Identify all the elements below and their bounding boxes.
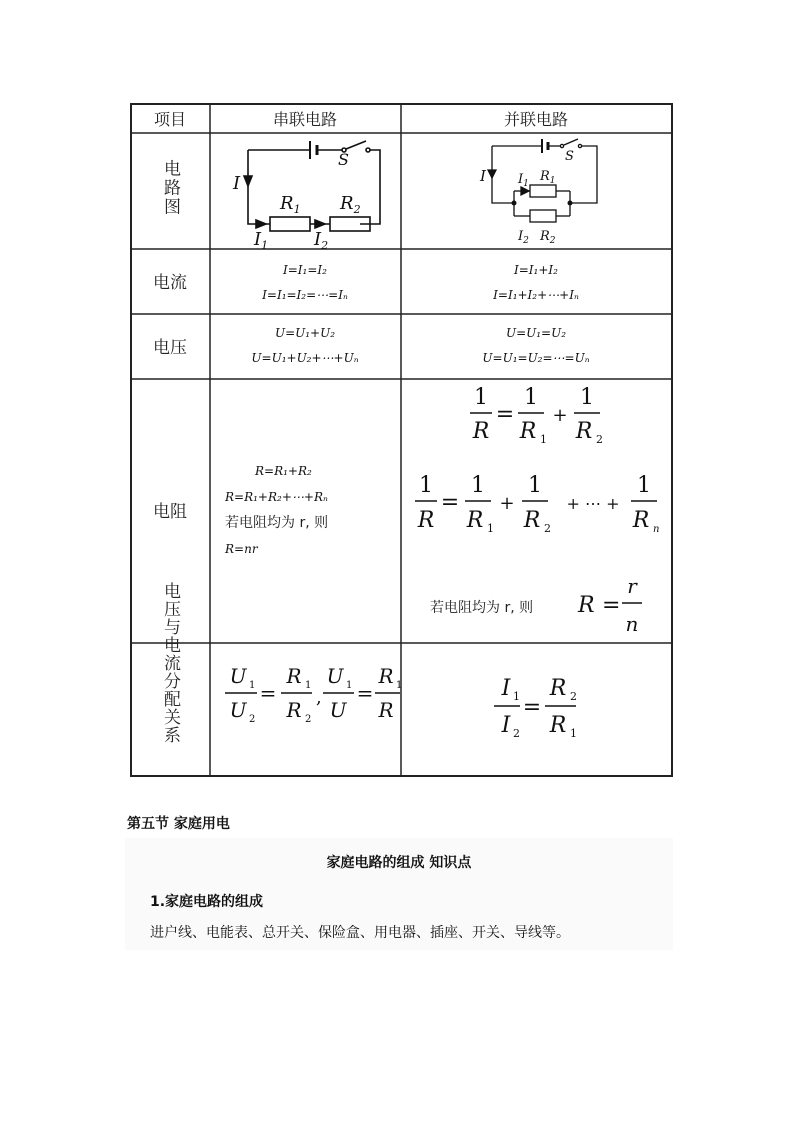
svg-text:1: 1 xyxy=(346,680,353,691)
svg-text:R: R xyxy=(472,419,490,444)
series-distribution-formula xyxy=(225,664,402,725)
svg-text:=: = xyxy=(440,490,460,515)
comparison-table xyxy=(130,103,673,777)
series-resistance-formula-2: R=R₁+R₂+⋯+Rₙ xyxy=(225,490,328,504)
svg-text:r: r xyxy=(627,574,637,598)
svg-text:2: 2 xyxy=(305,714,312,725)
row-label-voltage: 电压 xyxy=(153,338,187,358)
svg-text:1: 1 xyxy=(540,433,547,446)
svg-text:2: 2 xyxy=(544,522,551,535)
svg-text:1: 1 xyxy=(524,385,538,410)
svg-text:R: R xyxy=(286,664,302,688)
series-current-formula-2: I=I₁=I₂=⋯=Iₙ xyxy=(262,288,348,302)
svg-text:=: = xyxy=(356,681,374,705)
svg-text:R: R xyxy=(378,664,394,688)
svg-text:=: = xyxy=(495,402,515,427)
svg-text:+: + xyxy=(552,405,568,426)
series-resistance-note: 若电阻均为 r, 则 xyxy=(225,515,329,531)
parallel-current-label: I xyxy=(480,167,486,185)
series-voltage-formula-2: U=U₁+U₂+⋯+Uₙ xyxy=(251,351,359,365)
series-i2-label: $I_2$ xyxy=(314,229,329,252)
header-item: 项目 xyxy=(153,110,187,129)
parallel-resistance-formula-1 xyxy=(470,385,603,446)
svg-text:R: R xyxy=(575,419,593,444)
svg-text:R: R xyxy=(549,713,567,738)
svg-text:=: = xyxy=(602,593,621,618)
parallel-voltage-formula-2: U=U₁=U₂=⋯=Uₙ xyxy=(482,351,590,365)
svg-text:1: 1 xyxy=(528,473,542,498)
svg-text:2: 2 xyxy=(513,727,520,740)
series-r2-label: $R_2$ xyxy=(340,193,361,216)
svg-text:R: R xyxy=(578,593,595,618)
svg-text:=: = xyxy=(522,695,542,720)
svg-text:1: 1 xyxy=(487,522,494,535)
svg-text:2: 2 xyxy=(570,690,577,703)
series-current-label: I xyxy=(233,173,241,194)
series-switch-label: S xyxy=(338,150,349,169)
svg-text:R: R xyxy=(417,508,435,533)
svg-text:1: 1 xyxy=(513,690,520,703)
svg-text:U: U xyxy=(326,664,344,688)
svg-text:n: n xyxy=(625,612,639,636)
svg-text:R: R xyxy=(549,676,567,701)
parallel-i2-label: $I_2$ xyxy=(518,229,529,246)
panel-title: 家庭电路的组成 知识点 xyxy=(326,855,472,871)
svg-text:I: I xyxy=(501,676,511,701)
svg-text:1: 1 xyxy=(419,473,433,498)
svg-text:=: = xyxy=(259,681,277,705)
series-i1-label: $I_1$ xyxy=(254,229,269,252)
series-r1-label: $R_1$ xyxy=(280,193,301,216)
row-label-distribution: 电压与电流分配关系 xyxy=(160,582,180,744)
parallel-switch-label: S xyxy=(565,149,574,164)
svg-text:I: I xyxy=(501,713,511,738)
svg-text:1: 1 xyxy=(580,385,594,410)
parallel-r1-label: $R_1$ xyxy=(540,169,556,186)
series-resistance-formula-1: R=R₁+R₂ xyxy=(255,464,312,478)
parallel-current-formula-1: I=I₁+I₂ xyxy=(514,263,558,277)
svg-text:R: R xyxy=(466,508,484,533)
series-circuit-diagram xyxy=(244,141,380,231)
parallel-voltage-formula-1: U=U₁=U₂ xyxy=(505,326,567,340)
svg-text:2: 2 xyxy=(596,433,603,446)
svg-text:1: 1 xyxy=(305,680,312,691)
header-series: 串联电路 xyxy=(272,110,338,129)
svg-text:+ ⋯ +: + ⋯ + xyxy=(566,494,620,513)
svg-text:1: 1 xyxy=(637,473,651,498)
svg-text:+: + xyxy=(499,493,515,514)
header-parallel: 并联电路 xyxy=(503,110,569,129)
svg-text:R: R xyxy=(632,508,650,533)
svg-text:1: 1 xyxy=(570,727,577,740)
series-voltage-formula-1: U=U₁+U₂ xyxy=(274,326,336,340)
parallel-r2-label: $R_2$ xyxy=(540,229,556,246)
series-current-formula-1: I=I₁=I₂ xyxy=(283,263,327,277)
parallel-resistance-note: 若电阻均为 r, 则 xyxy=(430,600,534,616)
item-title: 1.家庭电路的组成 xyxy=(150,894,264,910)
svg-text:U: U xyxy=(329,698,347,722)
svg-text:R: R xyxy=(519,419,537,444)
row-label-current: 电流 xyxy=(153,273,187,293)
section-title: 第五节 家庭用电 xyxy=(127,816,230,832)
svg-text:R: R xyxy=(523,508,541,533)
svg-text:,: , xyxy=(316,687,322,708)
svg-text:1: 1 xyxy=(396,680,403,691)
svg-text:U: U xyxy=(229,698,247,722)
svg-text:R: R xyxy=(286,698,302,722)
svg-text:1: 1 xyxy=(249,680,256,691)
svg-text:1: 1 xyxy=(474,385,488,410)
svg-text:n: n xyxy=(653,524,660,535)
svg-text:U: U xyxy=(229,664,247,688)
row-label-circuit: 电路图 xyxy=(160,159,180,217)
parallel-resistance-formula-3 xyxy=(577,574,642,636)
svg-text:R: R xyxy=(378,698,394,722)
series-resistance-formula-3: R=nr xyxy=(225,542,258,556)
svg-text:1: 1 xyxy=(471,473,485,498)
row-label-resistance: 电阻 xyxy=(153,502,187,522)
parallel-i1-label: $I_1$ xyxy=(518,172,529,189)
parallel-resistance-formula-2 xyxy=(415,473,659,535)
svg-text:2: 2 xyxy=(249,714,256,725)
parallel-current-formula-2: I=I₁+I₂+⋯+Iₙ xyxy=(493,288,579,302)
parallel-distribution-formula xyxy=(494,676,577,740)
item-text: 进户线、电能表、总开关、保险盒、用电器、插座、开关、导线等。 xyxy=(150,925,570,941)
knowledge-panel xyxy=(125,838,673,950)
